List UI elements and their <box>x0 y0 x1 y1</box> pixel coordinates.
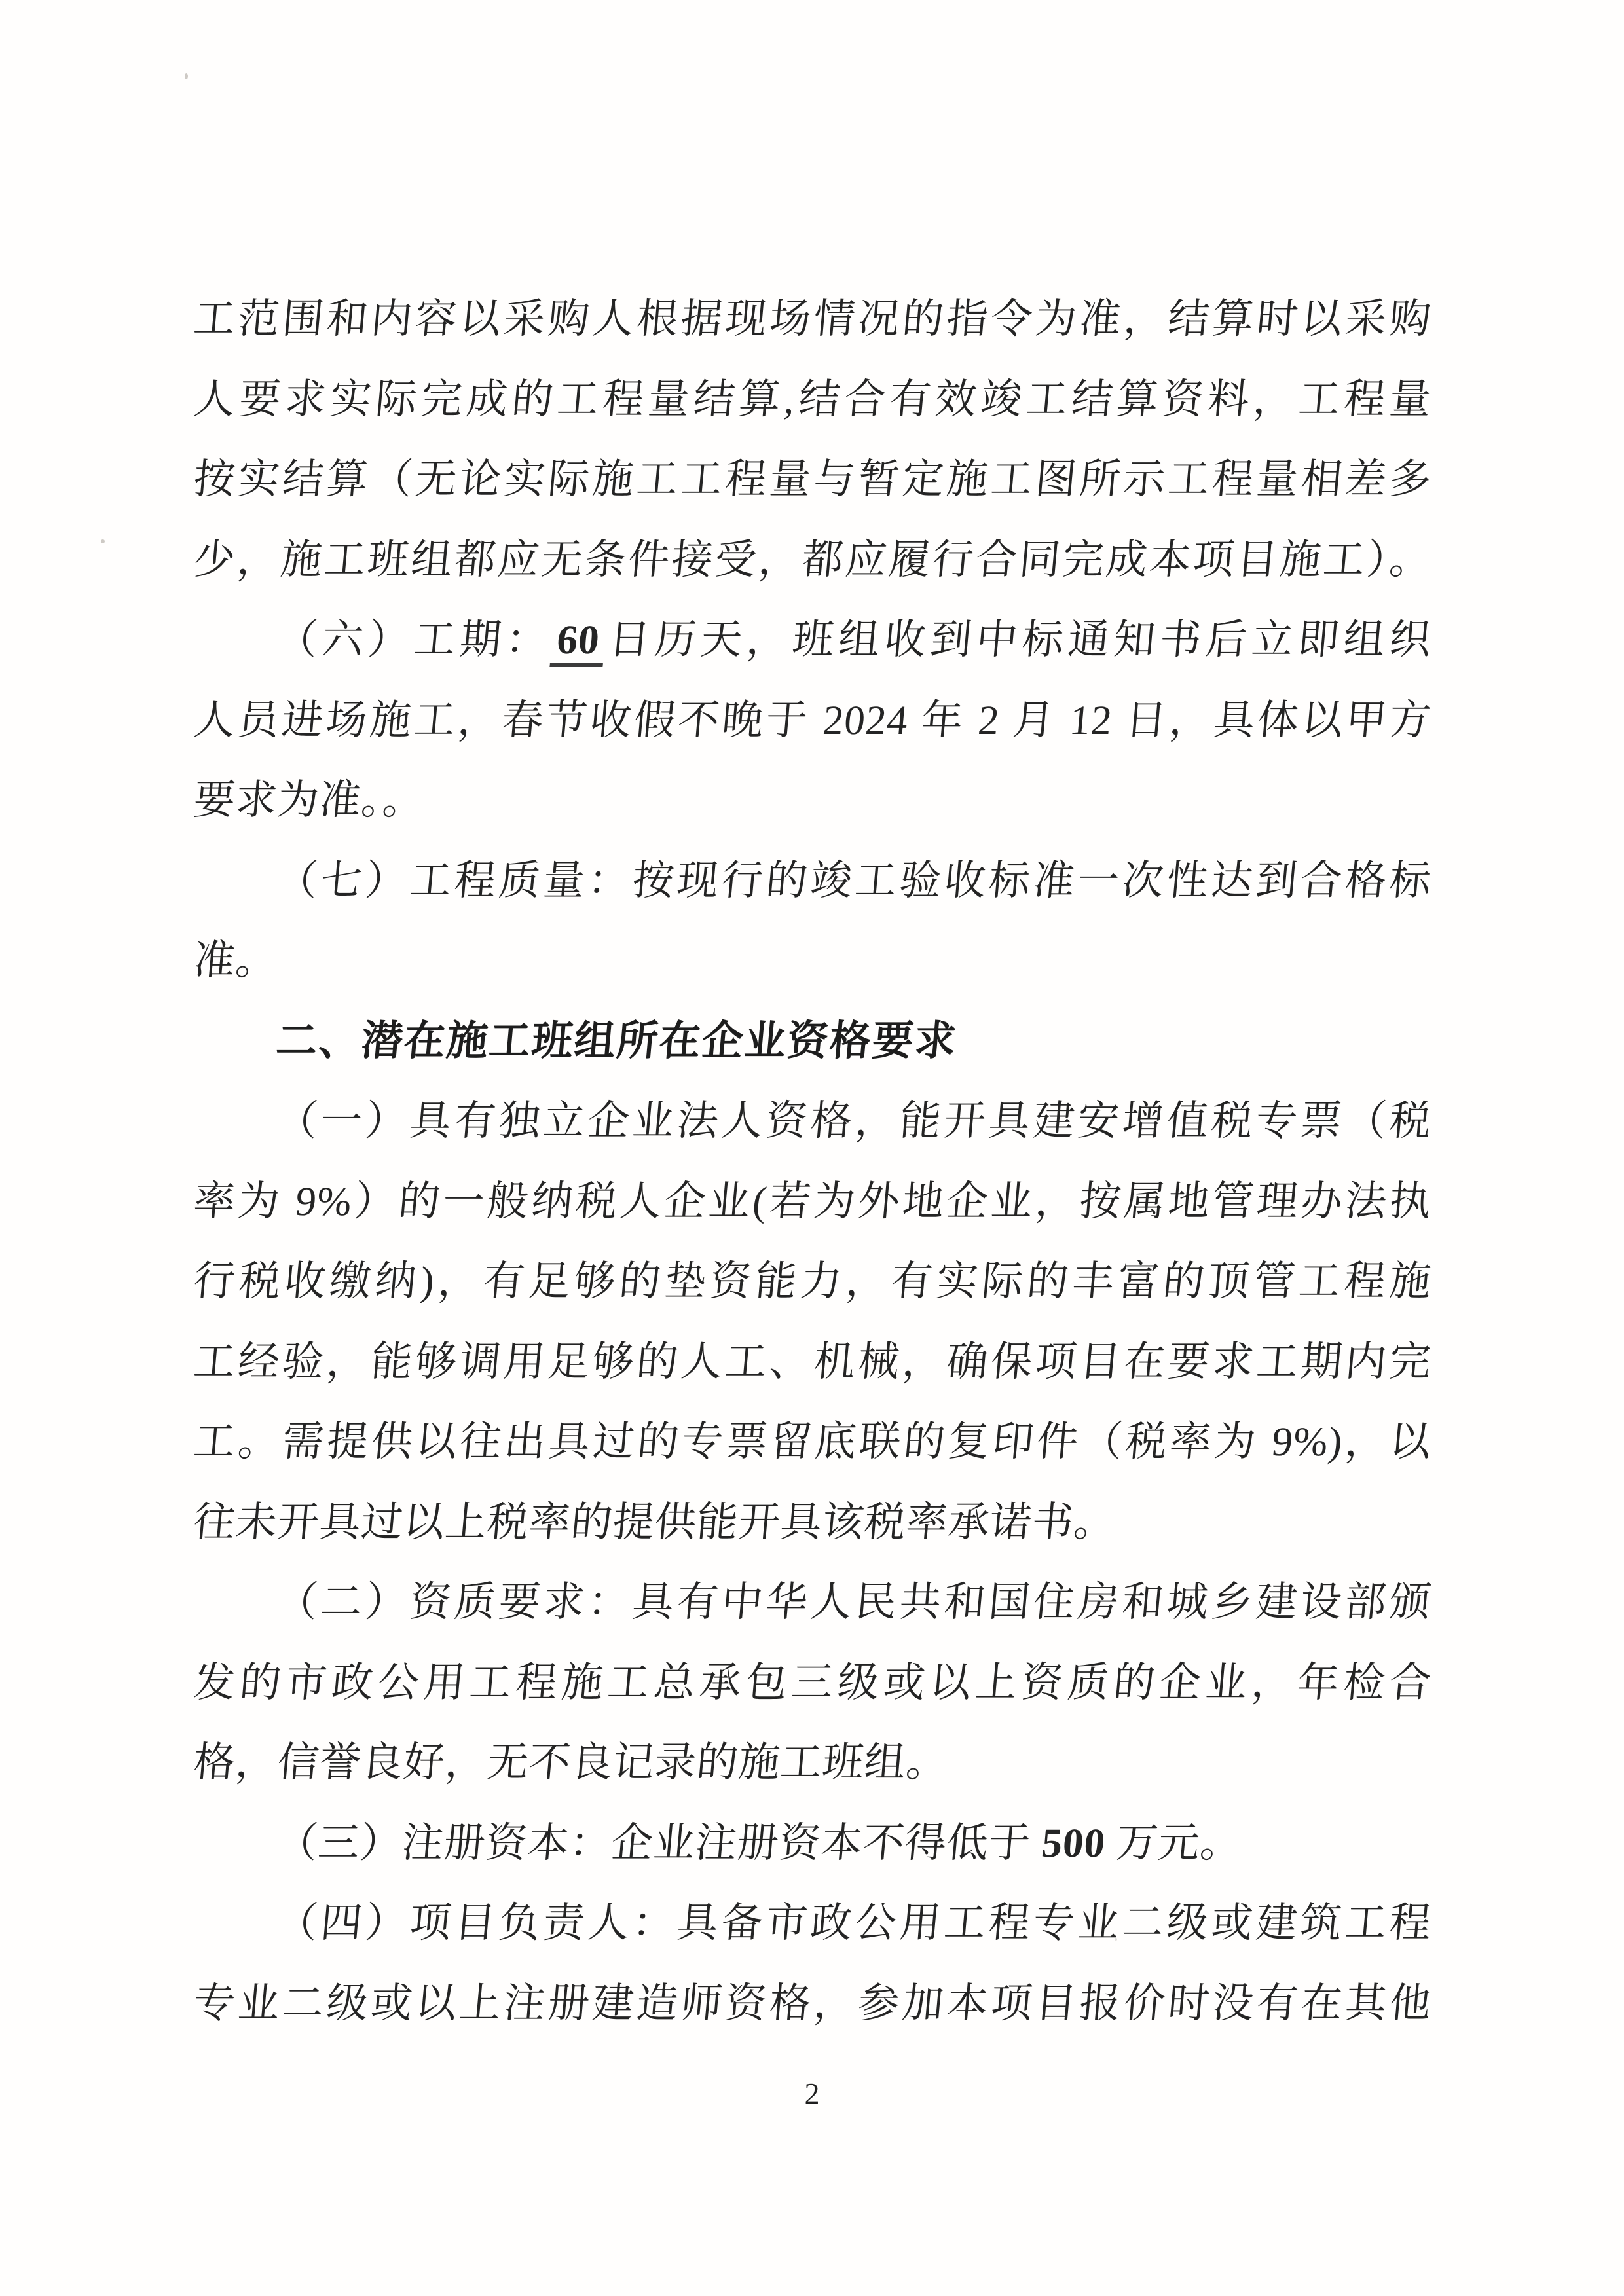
text-segment: 行税收缴纳)，有足够的垫资能力，有实际的丰富的顶管工程施 <box>191 1258 1434 1304</box>
text-segment: （一）具有独立企业法人资格，能开具建安增值税专票（税 <box>274 1098 1434 1144</box>
duration-value-underlined: 60 <box>549 617 607 667</box>
document-line <box>191 439 1435 520</box>
text-segment: （六）工期： <box>274 617 554 663</box>
document-line <box>191 841 1435 921</box>
text-segment: 人员进场施工，春节收假不晚于 2024 年 2 月 12 日，具体以甲方 <box>191 697 1434 743</box>
document-line <box>191 920 1435 1001</box>
document-line <box>191 1722 1435 1803</box>
text-segment: （二）资质要求：具有中华人民共和国住房和城乡建设部颁 <box>274 1579 1434 1625</box>
page-number: 2 <box>804 2077 820 2110</box>
text-segment: 工经验，能够调用足够的人工、机械，确保项目在要求工期内完 <box>191 1338 1434 1385</box>
text-segment: 准。 <box>191 938 280 983</box>
text-segment: 工。需提供以往出具过的专票留底联的复印件（税率为 9%)，以 <box>191 1419 1434 1465</box>
document-line <box>191 279 1435 359</box>
document-line <box>191 1081 1435 1161</box>
text-segment: 格，信誉良好，无不良记录的施工班组。 <box>191 1740 951 1785</box>
document-line <box>191 680 1435 761</box>
document-line <box>191 600 1435 680</box>
scan-speck <box>1115 1938 1117 1941</box>
text-segment: 日历天，班组收到中标通知书后立即组织 <box>602 617 1434 663</box>
document-line <box>191 1963 1435 2044</box>
text-segment: 人要求实际完成的工程量结算,结合有效竣工结算资料，工程量 <box>191 376 1434 422</box>
text-segment: 万元。 <box>1103 1819 1245 1866</box>
document-line <box>191 1482 1435 1563</box>
document-body <box>191 279 1434 2043</box>
document-line <box>191 1161 1435 1242</box>
document-line <box>191 1803 1435 1884</box>
section-heading <box>191 1001 1435 1082</box>
document-line <box>191 1562 1435 1643</box>
text-segment: 按实结算（无论实际施工工程量与暂定施工图所示工程量相差多 <box>191 456 1434 502</box>
text-segment: 少，施工班组都应无条件接受，都应履行合同完成本项目施工）。 <box>191 536 1434 583</box>
document-line <box>191 520 1435 600</box>
text-segment: 二、潜在施工班组所在企业资格要求 <box>274 1017 960 1064</box>
document-line <box>191 1643 1435 1723</box>
text-segment: 专业二级或以上注册建造师资格，参加本项目报价时没有在其他 <box>191 1980 1434 2026</box>
text-segment: 发的市政公用工程施工总承包三级或以上资质的企业，年检合 <box>191 1659 1434 1705</box>
document-line <box>191 359 1435 440</box>
scan-speck <box>185 73 188 79</box>
text-segment: 500 <box>1039 1819 1108 1866</box>
text-segment: 工范围和内容以采购人根据现场情况的指令为准，结算时以采购 <box>191 296 1434 342</box>
text-segment: （三）注册资本：企业注册资本不得低于 <box>274 1819 1044 1866</box>
document-line <box>191 1402 1435 1482</box>
document-line <box>191 760 1435 841</box>
text-segment: 率为 9%）的一般纳税人企业(若为外地企业，按属地管理办法执 <box>191 1178 1434 1224</box>
scan-speck <box>101 539 105 543</box>
document-line <box>191 1241 1435 1322</box>
document-line <box>191 1883 1435 1963</box>
document-line <box>191 1322 1435 1402</box>
text-segment: （四）项目负责人：具备市政公用工程专业二级或建筑工程 <box>274 1900 1434 1946</box>
text-segment: 往未开具过以上税率的提供能开具该税率承诺书。 <box>191 1499 1118 1545</box>
text-segment: 要求为准。。 <box>191 777 427 823</box>
text-segment: （七）工程质量：按现行的竣工验收标准一次性达到合格标 <box>274 857 1434 903</box>
